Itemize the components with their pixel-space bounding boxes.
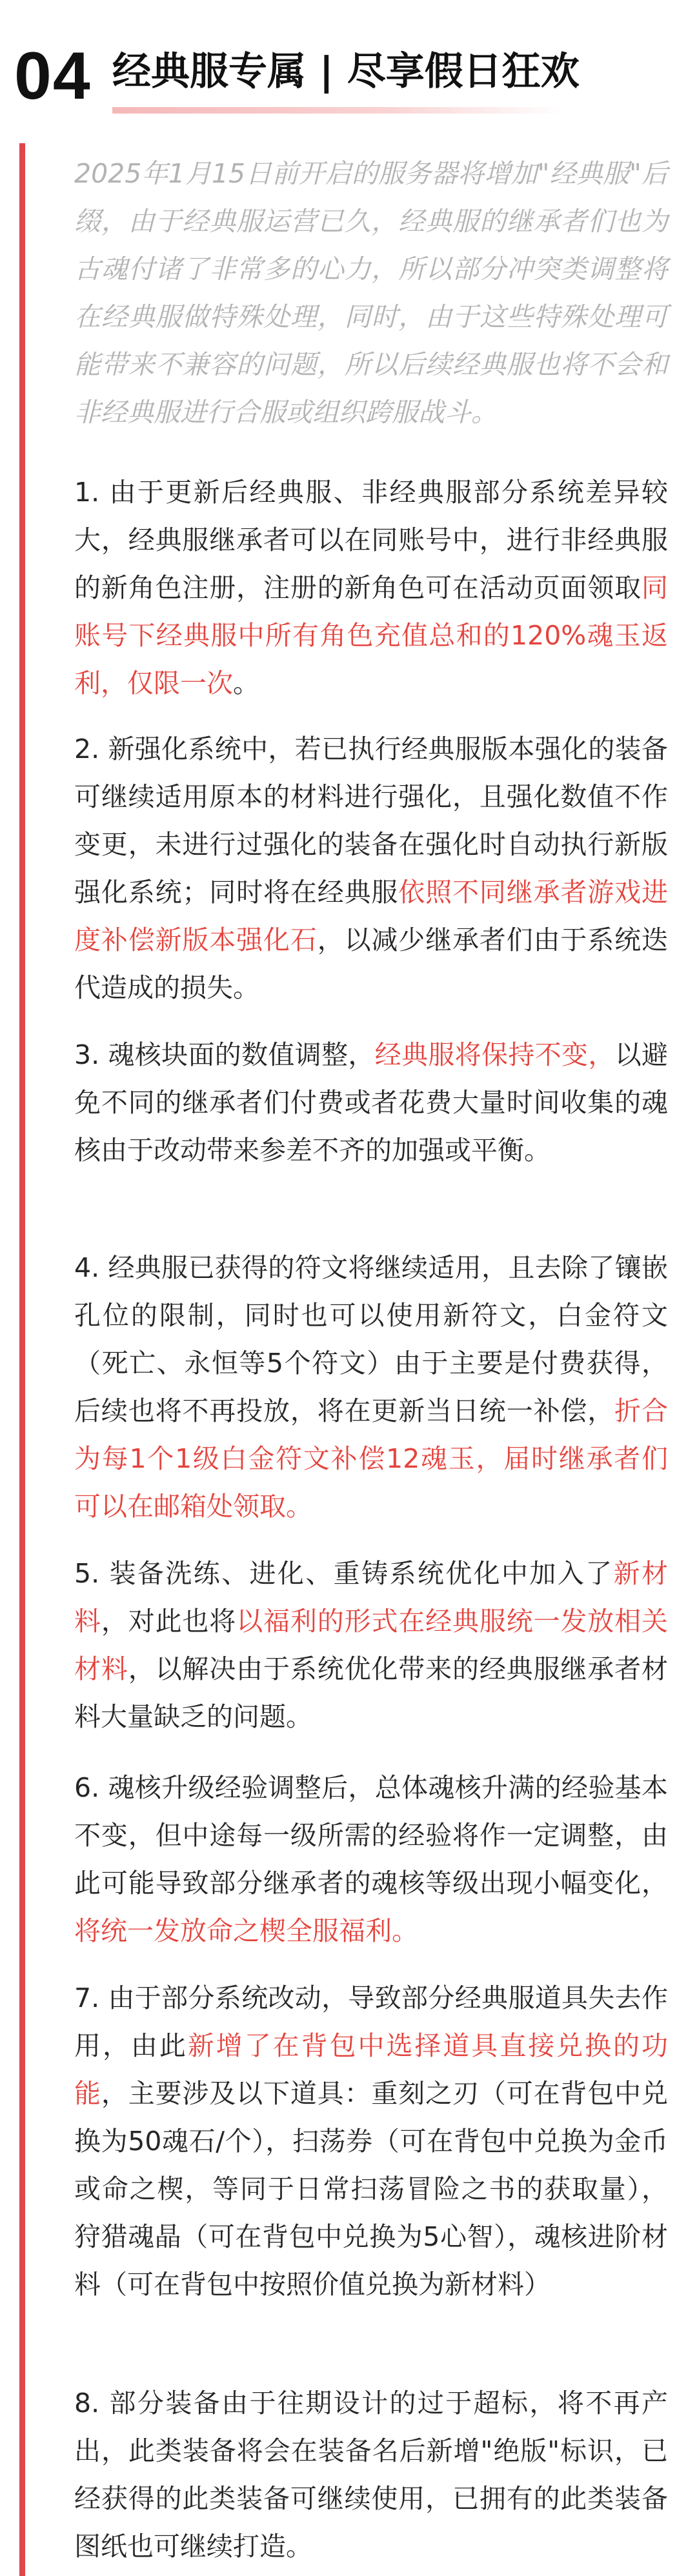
item-highlight: 将统一发放命之楔全服福利。 <box>74 1915 418 1946</box>
item-text: 4. 经典服已获得的符文将继续适用，且去除了镶嵌孔位的限制，同时也可以使用新符文，白金符文（死亡、永恒等5个符文）由于主要是付费获得，后续也将不再投放，将在更新当日统一补偿， <box>74 1252 668 1426</box>
item-text-end: 。 <box>233 668 259 699</box>
item-highlight: 依照不同继承者游戏进度补偿新版本强化石 <box>74 877 669 955</box>
item-text-mid: ，对此也将 <box>101 1606 237 1637</box>
section-title: 经典服专属 | 尽享假日狂欢 <box>112 49 580 94</box>
item-highlight: 同账号下经典服中所有角色充值总和的120%魂玉返利，仅限一次 <box>74 572 668 699</box>
list-item-8 <box>74 2379 668 2570</box>
intro-paragraph: 2025年1月15日前开启的服务器将增加"经典服"后缀，由于经典服运营已久，经典服的继承者们也为古魂付诸了非常多的心力，所以部分冲突类调整将在经典服做特殊处理，同时，由于这些特殊处理可能带来不兼容的问题，所以后续经典服也将不会和非经典服进行合服或组织跨服战斗。 <box>74 158 668 428</box>
item-highlight: 新材料 <box>74 1558 669 1637</box>
item-text-end: 以避免不同的继承者们付费或者花费大量时间收集的魂核由于改动带来参差不齐的加强或平衡。 <box>74 1039 669 1166</box>
list-item-3 <box>74 1031 668 1174</box>
item-highlight: 折合为每1个1级白金符文补偿12魂玉，届时继承者们可以在邮箱处领取。 <box>74 1395 668 1522</box>
content-panel <box>19 143 679 2576</box>
list-item-5 <box>74 1550 668 1741</box>
list-item-2 <box>74 725 668 1012</box>
item-text: 8. 部分装备由于往期设计的过于超标，将不再产出，此类装备将会在装备名后新增"绝版"标识，已经获得的此类装备可继续使用，已拥有的此类装备图纸也可继续打造。 <box>74 2388 668 2562</box>
list-item-1 <box>74 468 668 707</box>
item-text: 2. 新强化系统中，若已执行经典服版本强化的装备可继续适用原本的材料进行强化，且强化数值不作变更，未进行过强化的装备在强化时自动执行新版强化系统；同时将在经典服 <box>74 734 668 908</box>
item-text: 7. 由于部分系统改动，导致部分经典服道具失去作用，由此 <box>74 1982 668 2061</box>
item-text-end: ，以解决由于系统优化带来的经典服继承者材料大量缺乏的问题。 <box>74 1653 669 1732</box>
item-text: 1. 由于更新后经典服、非经典服部分系统差异较大，经典服继承者可以在同账号中，进行非经典服的新角色注册，注册的新角色可在活动页面领取 <box>74 477 668 603</box>
section-header <box>14 37 683 121</box>
list-item-4 <box>74 1244 668 1530</box>
item-highlight: 经典服将保持不变， <box>374 1039 615 1070</box>
title-underline <box>112 107 564 114</box>
list-item-6 <box>74 1764 668 1955</box>
item-highlight: 新增了在背包中选择道具直接兑换的功能 <box>74 2030 669 2109</box>
list-item-7 <box>74 1974 668 2308</box>
item-text: 5. 装备洗练、进化、重铸系统优化中加入了 <box>74 1558 614 1589</box>
item-text: 3. 魂核块面的数值调整， <box>74 1039 375 1070</box>
item-text-end: ，主要涉及以下道具：重刻之刃（可在背包中兑换为50魂石/个），扫荡券（可在背包中兑换为金币或命之楔，等同于日常扫荡冒险之书的获取量），狩猎魂晶（可在背包中兑换为5心智），魂核进阶材料（可在背包中按照价值兑换为新材料） <box>74 2078 668 2300</box>
section-number: 04 <box>14 39 92 114</box>
item-highlight-2: 以福利的形式在经典服统一发放相关材料 <box>74 1606 669 1684</box>
item-text: 6. 魂核升级经验调整后，总体魂核升满的经验基本不变，但中途每一级所需的经验将作一定调整，由此可能导致部分继承者的魂核等级出现小幅变化， <box>74 1772 668 1899</box>
item-text-end: ，以减少继承者们由于系统迭代造成的损失。 <box>74 924 669 1003</box>
